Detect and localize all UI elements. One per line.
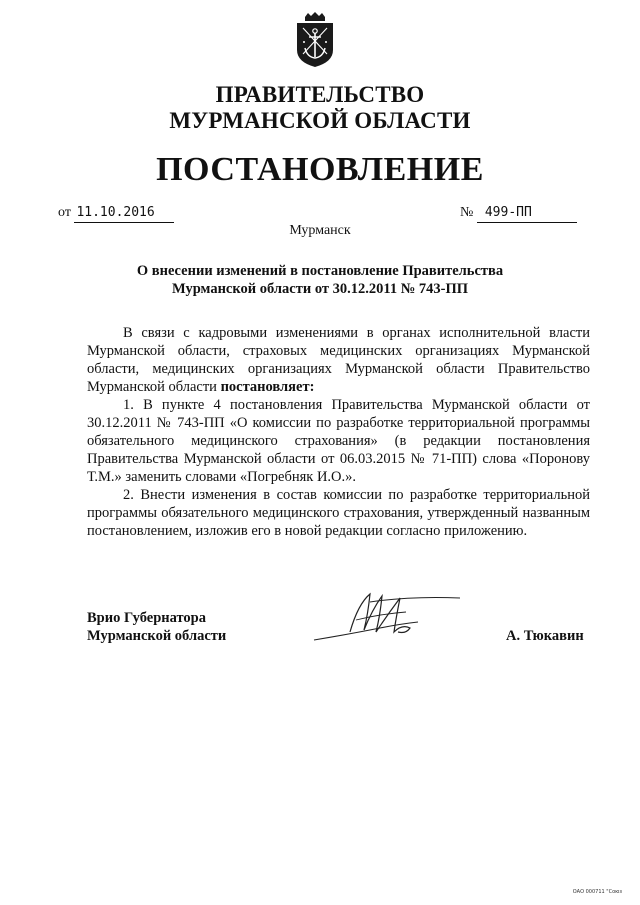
document-body bbox=[87, 324, 590, 540]
signer-name: А. Тюкавин bbox=[506, 628, 584, 644]
preamble-paragraph bbox=[87, 324, 590, 396]
preamble-text: В связи с кадровыми изменениями в органах исполнительной власти Мурманской области, страховых медицинских организациях Мурманской области, медицинских организациях Мурманской области Правительство Мурманской области bbox=[87, 325, 590, 395]
preamble-resolve-word: постановляет: bbox=[220, 379, 315, 395]
coat-of-arms-icon bbox=[292, 12, 338, 68]
government-name-line2: МУРМАНСКОЙ ОБЛАСТИ bbox=[169, 108, 471, 133]
date-prefix: от bbox=[58, 205, 71, 220]
signer-role-line2: Мурманской области bbox=[87, 628, 227, 644]
subject-line1: О внесении изменений в постановление Правительства bbox=[136, 263, 504, 279]
item-1-paragraph: 1. В пункте 4 постановления Правительства Мурманской области от 30.12.2011 № 743-ПП «О комиссии по разработке территориальной программы обязательного медицинского страхования» (в редакции постановления Правительства Мурманской области от 06.03.2015 № 71-ПП) слова «Поронову Т.М.» заменить словами «Погребняк И.О.». bbox=[87, 397, 590, 485]
handwritten-signature-icon bbox=[310, 584, 470, 646]
subject-line2: Мурманской области от 30.12.2011 № 743-ПП bbox=[171, 281, 469, 297]
document-number bbox=[460, 204, 577, 223]
government-name-line1: ПРАВИТЕЛЬСТВО bbox=[215, 82, 425, 107]
signer-role-line1: Врио Губернатора bbox=[87, 610, 206, 626]
city-name: Мурманск bbox=[289, 223, 351, 238]
print-code: ОАО 000711 "Союз bbox=[572, 889, 622, 895]
number-prefix: № bbox=[460, 205, 474, 220]
date-value: 11.10.2016 bbox=[74, 204, 174, 223]
item-2-paragraph: 2. Внести изменения в состав комиссии по разработке территориальной программы обязательного медицинского страхования, утвержденный названным постановлением, изложив его в новой редакции согласно приложению. bbox=[87, 487, 590, 539]
document-type-title: ПОСТАНОВЛЕНИЕ bbox=[156, 151, 484, 188]
document-date bbox=[58, 204, 174, 223]
number-value: 499-ПП bbox=[477, 204, 577, 223]
